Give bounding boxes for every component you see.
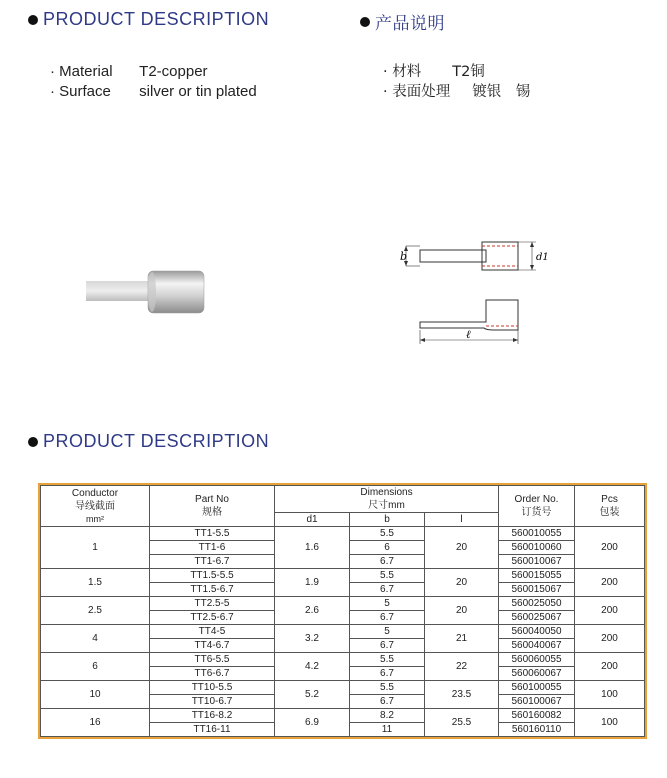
cell-d1: 5.2 [275, 681, 350, 709]
table-row [41, 569, 645, 583]
cell-part-no: TT1-6 [150, 541, 275, 555]
spec-list-cn [383, 62, 530, 102]
label-d1: d1 [536, 252, 549, 263]
cell-d1: 4.2 [275, 653, 350, 681]
cell-b: 6.7 [350, 667, 425, 681]
col-header-b: b [350, 513, 425, 527]
cell-part-no: TT1.5-6.7 [150, 583, 275, 597]
col-header-conductor: Conductor 导线截面 mm² [41, 486, 150, 527]
cell-b: 6.7 [350, 611, 425, 625]
col-header-l: l [425, 513, 499, 527]
cell-b: 8.2 [350, 709, 425, 723]
dimension-drawing [396, 232, 556, 352]
label-l: ℓ [466, 328, 471, 341]
cell-part-no: TT1.5-5.5 [150, 569, 275, 583]
bullet-dot-icon [28, 15, 38, 25]
cell-order-no: 560010060 [499, 541, 575, 555]
cell-l: 23.5 [425, 681, 499, 709]
cell-part-no: TT16-8.2 [150, 709, 275, 723]
cell-part-no: TT4-6.7 [150, 639, 275, 653]
table-row [41, 709, 645, 723]
spec-list-en [50, 62, 257, 102]
cell-conductor: 1 [41, 527, 150, 569]
cell-order-no: 560060055 [499, 653, 575, 667]
bullet-dot-icon [360, 17, 370, 27]
col-header-order: Order No. 订货号 [499, 486, 575, 527]
list-item: · 材料 T2铜 [383, 64, 485, 80]
cell-b: 5 [350, 625, 425, 639]
cell-d1: 2.6 [275, 597, 350, 625]
cell-part-no: TT2.5-5 [150, 597, 275, 611]
cell-b: 5.5 [350, 569, 425, 583]
cell-d1: 1.9 [275, 569, 350, 597]
table-row [41, 625, 645, 639]
cell-pcs: 200 [575, 527, 645, 569]
cell-b: 6.7 [350, 695, 425, 709]
terminal-photo [86, 267, 206, 317]
cell-pcs: 200 [575, 597, 645, 625]
section-title: PRODUCT DESCRIPTION [43, 431, 270, 451]
cell-order-no: 560015055 [499, 569, 575, 583]
cell-conductor: 6 [41, 653, 150, 681]
cell-d1: 1.6 [275, 527, 350, 569]
col-header-d1: d1 [275, 513, 350, 527]
cell-b: 5.5 [350, 527, 425, 541]
table-row [41, 527, 645, 541]
cell-l: 20 [425, 569, 499, 597]
section-heading-en [28, 9, 269, 30]
cell-b: 6.7 [350, 583, 425, 597]
cell-pcs: 200 [575, 625, 645, 653]
section-heading-cn [360, 9, 445, 34]
cell-order-no: 560100055 [499, 681, 575, 695]
cell-order-no: 560010067 [499, 555, 575, 569]
cell-l: 25.5 [425, 709, 499, 737]
cell-pcs: 100 [575, 681, 645, 709]
cell-part-no: TT10-5.5 [150, 681, 275, 695]
cell-b: 5.5 [350, 653, 425, 667]
cell-order-no: 560015067 [499, 583, 575, 597]
cell-order-no: 560040067 [499, 639, 575, 653]
cell-part-no: TT6-6.7 [150, 667, 275, 681]
col-header-pcs: Pcs 包装 [575, 486, 645, 527]
table-row [41, 681, 645, 695]
cell-pcs: 100 [575, 709, 645, 737]
cell-order-no: 560160110 [499, 723, 575, 737]
cell-conductor: 4 [41, 625, 150, 653]
cell-conductor: 2.5 [41, 597, 150, 625]
cell-conductor: 1.5 [41, 569, 150, 597]
cell-l: 20 [425, 527, 499, 569]
cell-conductor: 10 [41, 681, 150, 709]
list-item: · Material T2-copper [50, 63, 208, 80]
cell-order-no: 560160082 [499, 709, 575, 723]
cell-b: 6 [350, 541, 425, 555]
cell-part-no: TT6-5.5 [150, 653, 275, 667]
cell-conductor: 16 [41, 709, 150, 737]
cell-order-no: 560100067 [499, 695, 575, 709]
cell-order-no: 560060067 [499, 667, 575, 681]
cell-part-no: TT10-6.7 [150, 695, 275, 709]
cell-order-no: 560010055 [499, 527, 575, 541]
cell-b: 6.7 [350, 555, 425, 569]
list-item: · Surface silver or tin plated [50, 83, 257, 100]
bullet-dot-icon [28, 437, 38, 447]
cell-l: 22 [425, 653, 499, 681]
spec-table [40, 485, 645, 737]
cell-order-no: 560025050 [499, 597, 575, 611]
list-item: · 表面处理 镀银 锡 [383, 84, 531, 100]
section-title: PRODUCT DESCRIPTION [43, 9, 270, 29]
cell-part-no: TT1-5.5 [150, 527, 275, 541]
section-heading-2 [28, 431, 269, 452]
cell-d1: 6.9 [275, 709, 350, 737]
cell-part-no: TT4-5 [150, 625, 275, 639]
table-row [41, 597, 645, 611]
cell-b: 6.7 [350, 639, 425, 653]
cell-pcs: 200 [575, 569, 645, 597]
cell-b: 5.5 [350, 681, 425, 695]
col-header-part: Part No 规格 [150, 486, 275, 527]
cell-part-no: TT1-6.7 [150, 555, 275, 569]
cell-order-no: 560025067 [499, 611, 575, 625]
cell-b: 5 [350, 597, 425, 611]
cell-l: 20 [425, 597, 499, 625]
table-row [41, 653, 645, 667]
cell-b: 11 [350, 723, 425, 737]
cell-part-no: TT2.5-6.7 [150, 611, 275, 625]
label-b: b [400, 250, 408, 263]
cell-d1: 3.2 [275, 625, 350, 653]
cell-pcs: 200 [575, 653, 645, 681]
cell-order-no: 560040050 [499, 625, 575, 639]
cell-l: 21 [425, 625, 499, 653]
col-header-dimensions: Dimensions 尺寸mm [275, 486, 499, 513]
cell-part-no: TT16-11 [150, 723, 275, 737]
section-title-cn: 产品说明 [375, 14, 445, 34]
